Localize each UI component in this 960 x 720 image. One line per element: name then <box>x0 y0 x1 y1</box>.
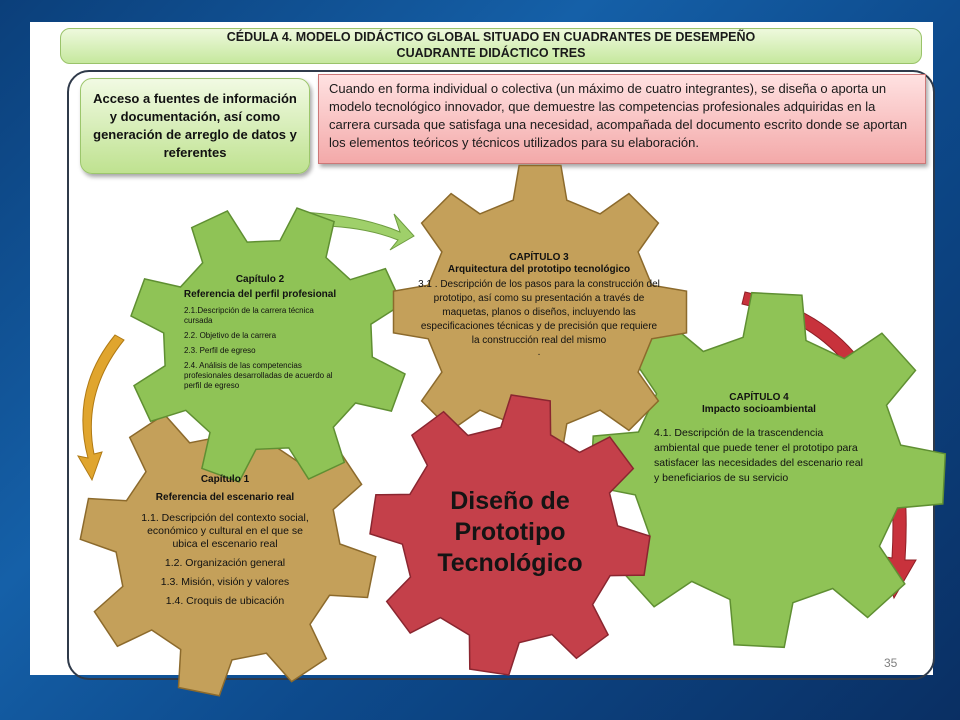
center-gear-line-2: Prototipo <box>454 518 566 546</box>
chapter2-gear <box>180 274 340 391</box>
chapter3-heading: CAPÍTULO 3 <box>509 252 569 263</box>
center-gear <box>420 486 600 579</box>
chapter1-item: 1.4. Croquis de ubicación <box>165 595 285 607</box>
chapter3-subheading: Arquitectura del prototipo tecnológico <box>447 264 631 275</box>
chapter4-body: 4.1. Descripción de la trascendencia ambiental que puede tener el prototipo para satisfacer las necesidades del escenario real y beneficiarios de su servicio <box>654 427 863 484</box>
chapter4-heading: CAPÍTULO 4 <box>729 392 789 403</box>
chapter2-item: 2.1.Descripción de la carrera técnica cursada <box>184 306 314 325</box>
chapter1-item: 1.1. Descripción del contexto social, económico y cultural en el que se ubica el escenario real <box>141 512 309 550</box>
chapter3-body: 3.1 . Descripción de los pasos para la construcción del prototipo, así como su presentación a través de maquetas, planos o diseños, incluyendo las especificaciones técnicas y de precisión que requiere la construcción real del mismo <box>418 279 660 346</box>
title-line-1: CÉDULA 4. MODELO DIDÁCTICO GLOBAL SITUADO EN CUADRANTES DE DESEMPEÑO <box>226 30 756 44</box>
center-gear-line-3: Tecnológico <box>437 549 583 577</box>
center-gear-line-1: Diseño de <box>450 487 570 515</box>
page-number: 35 <box>884 656 898 670</box>
chapter2-item: 2.4. Análisis de las competencias profesionales desarrolladas de acuerdo al perfil de egreso <box>184 361 333 390</box>
chapter1-subheading: Referencia del escenario real <box>155 492 295 503</box>
chapter3-dot: . <box>537 347 541 358</box>
chapter3-gear <box>418 252 660 358</box>
description-text: Cuando en forma individual o colectiva (un máximo de cuatro integrantes), se diseña o aporta un modelo tecnológico innovador, que demuestre las competencias profesionales adquiridas en la carrera cursada que satisfaga una necesidad, acompañada del documento escrito donde se aportan los elementos teóricos y técnicos utilizados para su elaboración. <box>329 81 908 150</box>
chapter1-item: 1.3. Misión, visión y valores <box>160 576 290 588</box>
chapter1-heading: Capítulo 1 <box>200 474 250 485</box>
title-line-2: CUADRANTE DIDÁCTICO TRES <box>396 46 586 60</box>
chapter1-gear <box>140 474 310 608</box>
arrow-chapter2-to-chapter1 <box>78 335 124 480</box>
chapter2-heading: Capítulo 2 <box>235 274 285 285</box>
chapter2-item: 2.3. Perfil de egreso <box>184 346 256 355</box>
chapter4-gear <box>650 392 868 486</box>
chapter1-item: 1.2. Organización general <box>164 557 286 569</box>
access-sources-text: Acceso a fuentes de información y documentación, así como generación de arreglo de datos y referentes <box>93 91 297 160</box>
chapter2-item: 2.2. Objetivo de la carrera <box>184 331 277 340</box>
chapter2-subheading: Referencia del perfil profesional <box>183 289 337 300</box>
chapter4-subheading: Impacto socioambiental <box>702 404 816 415</box>
